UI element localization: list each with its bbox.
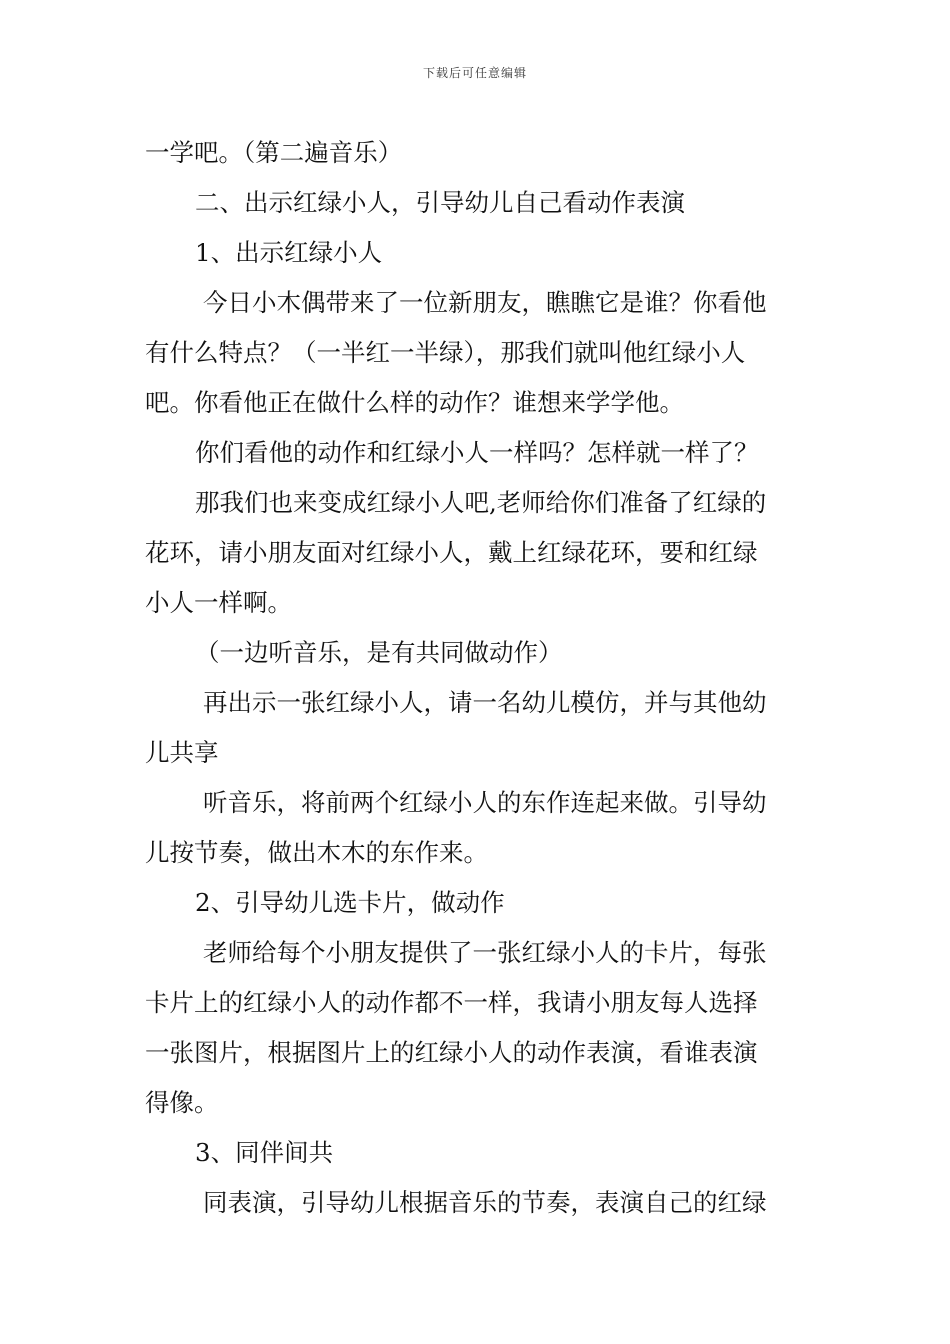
text-line: 花环，请小朋友面对红绿小人，戴上红绿花环，要和红绿 (145, 538, 758, 567)
text-line: 卡片上的红绿小人的动作都不一样，我请小朋友每人选择 (145, 988, 758, 1017)
text-line: 那我们也来变成红绿小人吧,老师给你们准备了红绿的 (195, 488, 767, 517)
document-body (145, 128, 810, 1228)
text-line: 今日小木偶带来了一位新朋友，瞧瞧它是谁？你看他 (203, 288, 767, 317)
text-line: 听音乐，将前两个红绿小人的东作连起来做。引导幼 (203, 788, 767, 817)
text-line: 你们看他的动作和红绿小人一样吗？怎样就一样了？ (195, 438, 759, 467)
text-line: 儿共享 (145, 738, 219, 767)
subsection-heading: 3、同伴间共 (195, 1138, 334, 1167)
text-line: （一边听音乐，是有共同做动作） (195, 638, 563, 667)
page-header: 下载后可任意编辑 (422, 66, 527, 80)
text-line: 再出示一张红绿小人，请一名幼儿模仿，并与其他幼 (203, 688, 767, 717)
text-line: 吧。你看他正在做什么样的动作？谁想来学学他。 (145, 388, 684, 417)
text-line: 小人一样啊。 (145, 588, 292, 617)
subsection-heading: 2、引导幼儿选卡片，做动作 (195, 888, 505, 917)
text-line: 一学吧。（第二遍音乐） (145, 138, 403, 167)
text-line: 有什么特点？（一半红一半绿），那我们就叫他红绿小人 (145, 338, 746, 367)
text-line: 同表演，引导幼儿根据音乐的节奏，表演自己的红绿 (203, 1188, 767, 1217)
section-heading: 二、出示红绿小人，引导幼儿自己看动作表演 (195, 188, 685, 217)
text-line: 儿按节奏，做出木木的东作来。 (145, 838, 488, 867)
subsection-heading: 1、出示红绿小人 (195, 238, 383, 267)
text-line: 得像。 (145, 1088, 219, 1117)
text-line: 一张图片，根据图片上的红绿小人的动作表演，看谁表演 (145, 1038, 758, 1067)
text-line: 老师给每个小朋友提供了一张红绿小人的卡片，每张 (203, 938, 767, 967)
